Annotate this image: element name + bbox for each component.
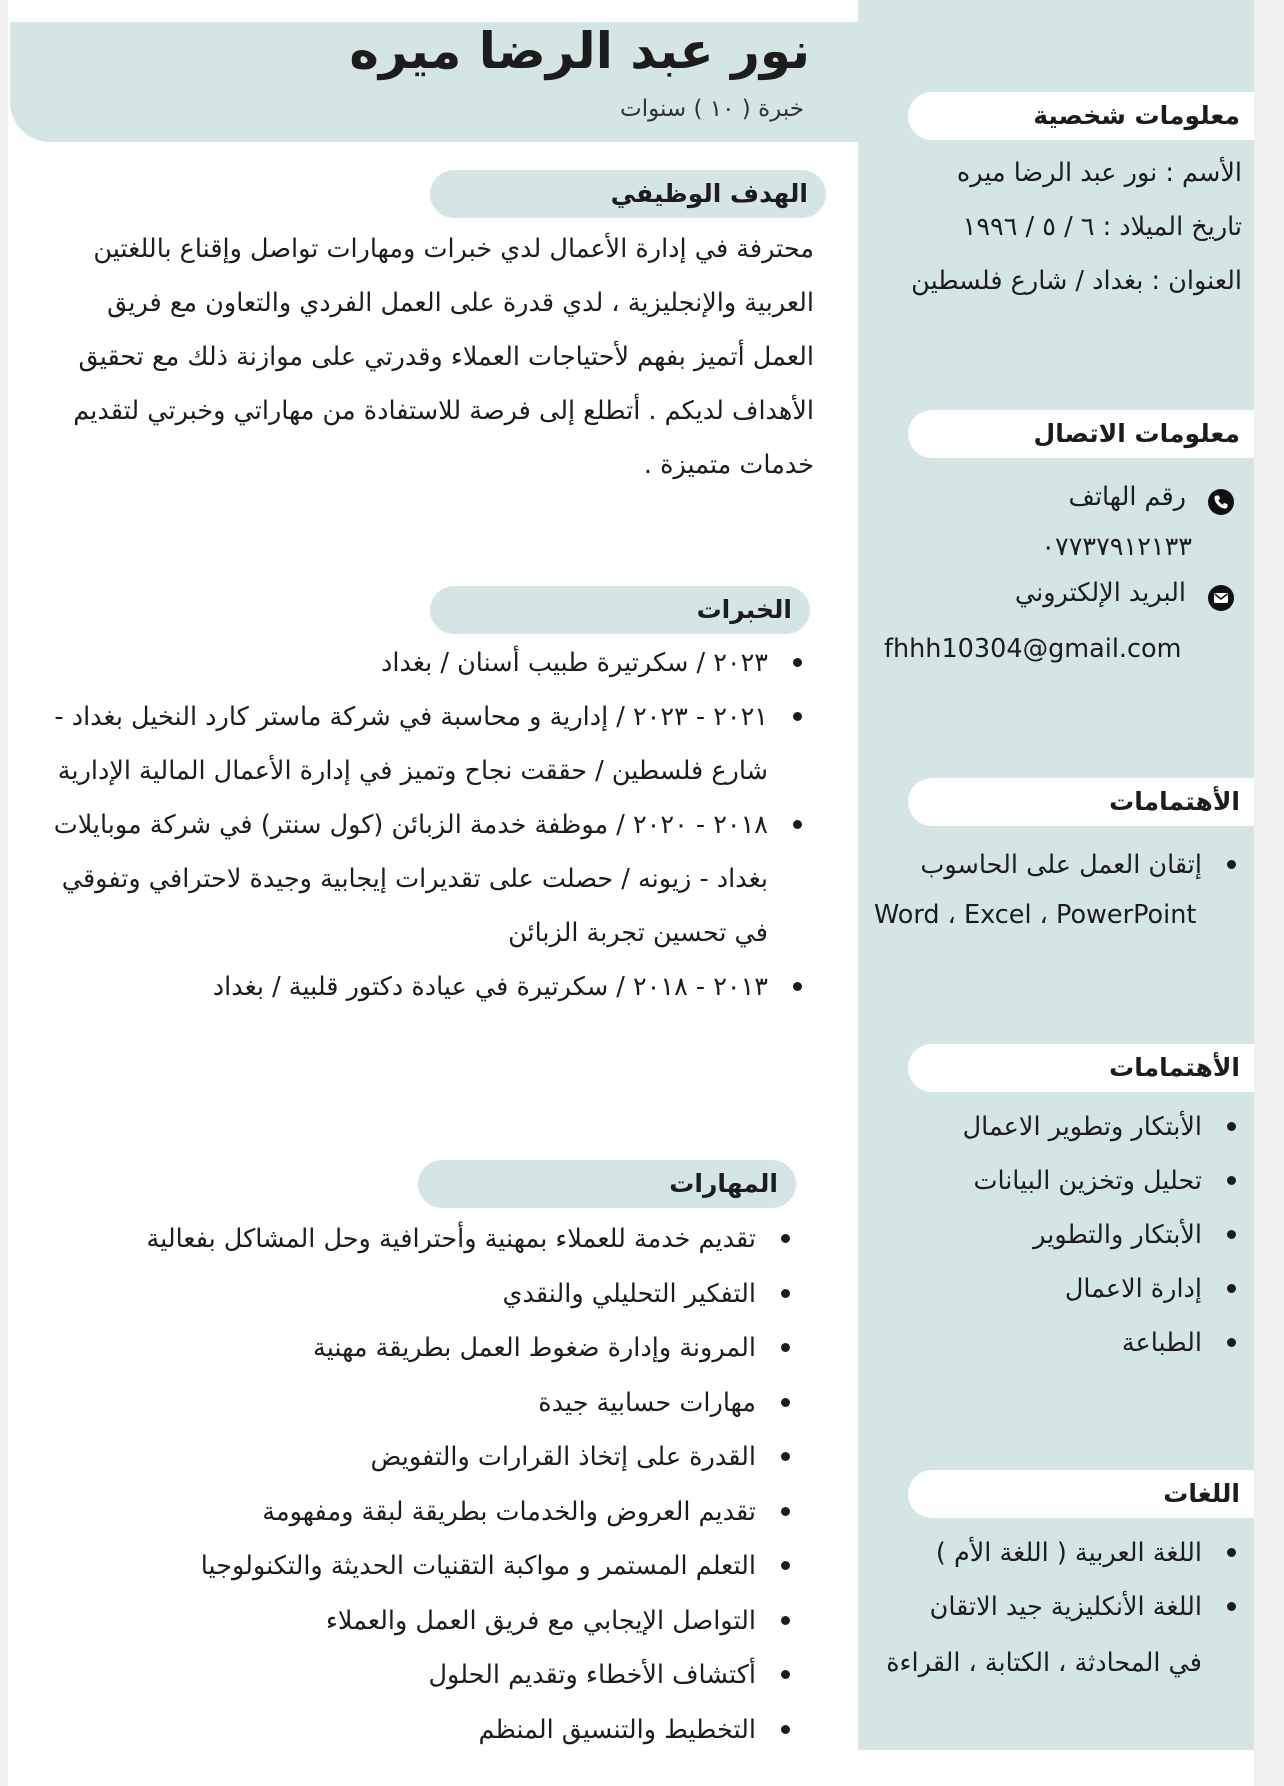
objective-heading bbox=[430, 170, 826, 218]
skill-item: التعلم المستمر و مواكبة التقنيات الحديثة والتكنولوجيا bbox=[56, 1539, 756, 1594]
language-item: اللغة الأنكليزية جيد الاتقان bbox=[872, 1580, 1202, 1634]
full-name: نور عبد الرضا ميره bbox=[349, 22, 810, 80]
skill-item: التفكير التحليلي والنقدي bbox=[56, 1267, 756, 1322]
interests-title-2: الأهتمامات bbox=[1109, 1053, 1240, 1082]
personal-title: معلومات شخصية bbox=[1033, 101, 1240, 130]
experience-item: ٢٠٢١ - ٢٠٢٣ / إدارية و محاسبة في شركة ماستر كارد النخيل بغداد - شارع فلسطين / حققت نجاح وتميز في إدارة الأعمال المالية الإدارية bbox=[28, 690, 768, 798]
interest-item: إدارة الاعمال bbox=[882, 1262, 1202, 1316]
interests-heading-1 bbox=[908, 778, 1254, 826]
mail-icon bbox=[1208, 585, 1234, 611]
contact-heading bbox=[908, 410, 1254, 458]
personal-name: الأسم : نور عبد الرضا ميره bbox=[956, 158, 1242, 188]
interests-list-2 bbox=[882, 1100, 1202, 1370]
experience-item: ٢٠١٨ - ٢٠٢٠ / موظفة خدمة الزبائن (كول سنتر) في شركة موبايلات بغداد - زيونه / حصلت على تقديرات إيجابية وجيدة لاحترافي وتفوقي في تحسين تجربة الزبائن bbox=[28, 798, 768, 960]
experience-years: خبرة ( ١٠ ) سنوات bbox=[620, 96, 804, 122]
languages-list bbox=[872, 1526, 1202, 1634]
interest-item: إتقان العمل على الحاسوب bbox=[882, 838, 1202, 892]
personal-heading bbox=[908, 92, 1254, 140]
skills-title: المهارات bbox=[669, 1169, 778, 1198]
personal-address: العنوان : بغداد / شارع فلسطين bbox=[911, 266, 1242, 296]
interest-item: الطباعة bbox=[882, 1316, 1202, 1370]
skill-item: أكتشاف الأخطاء وتقديم الحلول bbox=[56, 1648, 756, 1703]
interest-item: الأبتكار والتطوير bbox=[882, 1208, 1202, 1262]
objective-title: الهدف الوظيفي bbox=[610, 179, 808, 208]
skill-item: المرونة وإدارة ضغوط العمل بطريقة مهنية bbox=[56, 1321, 756, 1376]
experience-heading bbox=[430, 586, 810, 634]
phone-label: رقم الهاتف bbox=[1068, 482, 1186, 512]
skill-item: التواصل الإيجابي مع فريق العمل والعملاء bbox=[56, 1594, 756, 1649]
experience-item: ٢٠٢٣ / سكرتيرة طبيب أسنان / بغداد bbox=[28, 636, 768, 690]
skills-list bbox=[56, 1212, 756, 1757]
skill-item: مهارات حسابية جيدة bbox=[56, 1376, 756, 1431]
languages-heading bbox=[908, 1470, 1254, 1518]
skill-item: التخطيط والتنسيق المنظم bbox=[56, 1703, 756, 1758]
interests-list-1 bbox=[882, 838, 1202, 892]
email-address[interactable]: fhhh10304@gmail.com bbox=[884, 634, 1182, 664]
experience-item: ٢٠١٣ - ٢٠١٨ / سكرتيرة في عيادة دكتور قلبية / بغداد bbox=[28, 960, 768, 1014]
experience-title: الخبرات bbox=[696, 595, 792, 624]
interest-item: تحليل وتخزين البيانات bbox=[882, 1154, 1202, 1208]
skill-item: القدرة على إتخاذ القرارات والتفويض bbox=[56, 1430, 756, 1485]
contact-title: معلومات الاتصال bbox=[1033, 419, 1240, 448]
languages-title: اللغات bbox=[1163, 1479, 1240, 1508]
language-item: اللغة العربية ( اللغة الأم ) bbox=[872, 1526, 1202, 1580]
interests-title-1: الأهتمامات bbox=[1109, 787, 1240, 816]
email-label: البريد الإلكتروني bbox=[1014, 578, 1186, 608]
skill-item: تقديم خدمة للعملاء بمهنية وأحترافية وحل المشاكل بفعالية bbox=[56, 1212, 756, 1267]
phone-number: ٠٧٧٣٧٩١٢١٣٣ bbox=[1041, 532, 1192, 562]
personal-birthdate: تاريخ الميلاد : ٦ / ٥ / ١٩٩٦ bbox=[962, 212, 1242, 242]
phone-icon bbox=[1208, 489, 1234, 515]
skill-item: تقديم العروض والخدمات بطريقة لبقة ومفهومة bbox=[56, 1485, 756, 1540]
skills-heading bbox=[418, 1160, 796, 1208]
interest-item: الأبتكار وتطوير الاعمال bbox=[882, 1100, 1202, 1154]
objective-text: محترفة في إدارة الأعمال لدي خبرات ومهارات تواصل وإقناع باللغتين العربية والإنجليزية ، لدي قدرة على العمل الفردي والتعاون مع فريق العمل أتميز بفهم لأحتياجات العملاء وقدرتي على موازنة ذلك مع تحقيق الأهداف لديكم . أتطلع إلى فرصة للاستفادة من مهاراتي وخبرتي لتقديم خدمات متميزة . bbox=[73, 234, 814, 480]
interests-heading-2 bbox=[908, 1044, 1254, 1092]
experience-list bbox=[28, 636, 768, 1014]
interest-item-cont: Word ، Excel ، PowerPoint bbox=[874, 900, 1197, 930]
language-item-cont: في المحادثة ، الكتابة ، القراءة bbox=[886, 1648, 1202, 1678]
